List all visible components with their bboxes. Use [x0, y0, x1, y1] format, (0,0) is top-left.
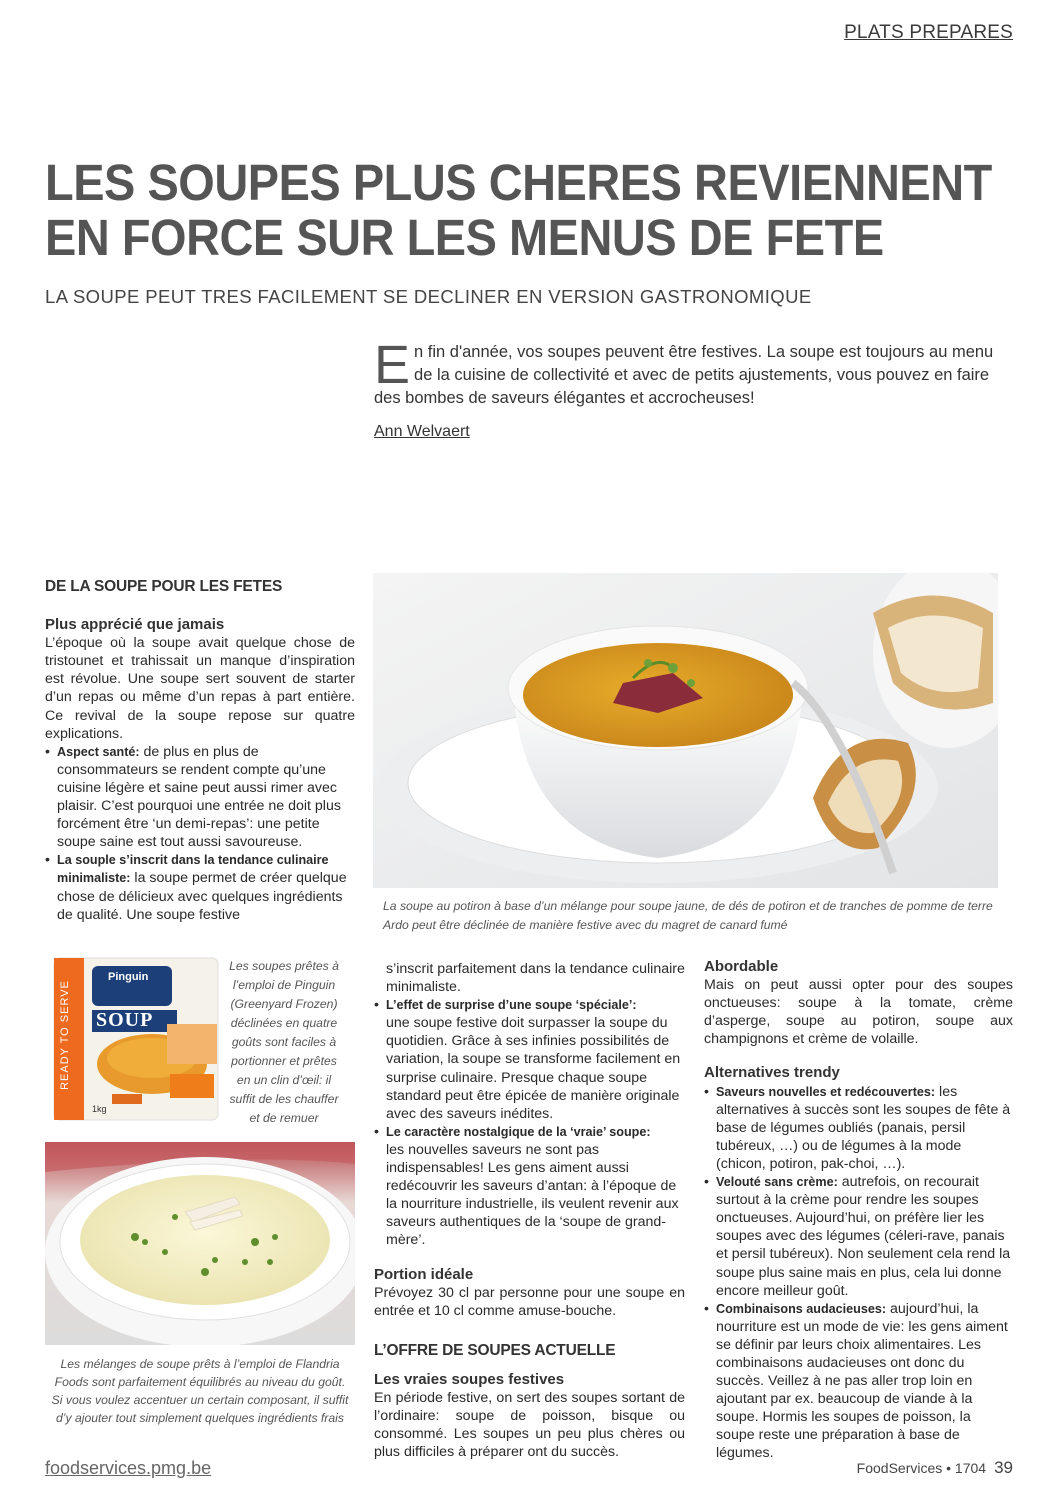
subheadline: LA SOUPE PEUT TRES FACILEMENT SE DECLINER EN VERSION GASTRONOMIQUE — [45, 286, 812, 307]
pumpkin-soup-illustration — [373, 573, 998, 888]
flandria-soup-photo — [45, 1142, 355, 1345]
continued-text: s’inscrit parfaitement dans la tendance culinaire minimaliste. — [386, 961, 685, 996]
main-photo-caption: La soupe au potiron à base d’un mélange pour soupe jaune, de dés de potiron et de tranches de pomme de terre Ardo peut être déclinée de manière festive avec du magret de canard fumé — [383, 899, 993, 932]
bullet-text: de plus en plus de consommateurs se rendent compte qu’une cuisine légère et saine peut aussi rimer avec plaisir. C’est pourquoi une entrée ne doit plus forcément être ‘un demi-repas’: une petite soupe saine est tout aussi savoureuse. — [57, 743, 341, 851]
pack-weight: 1kg — [92, 1104, 107, 1114]
headline-line-2: EN FORCE SUR LES MENUS DE FETE — [45, 209, 884, 266]
bullet-aspect-sante — [45, 743, 355, 852]
section-tag: PLATS PREPARES — [844, 22, 1013, 43]
footer-website-link[interactable]: foodservices.pmg.be — [45, 1458, 212, 1478]
heading-abordable: Abordable — [704, 958, 779, 975]
paragraph-vraies-soupes: En période festive, on sert des soupes sortant de l’ordinaire: soupe de poisson, bisque ou consommé. Les soupes un peu plus chères ou plus difficiles à préparer ont du succès. — [374, 1389, 685, 1461]
bullet-label: Combinaisons audacieuses: — [716, 1301, 887, 1316]
bullet-text: autrefois, on recourait surtout à la crème pour rendre les soupes onctueuses. Aujourd’hui, on préfère lier les soupes avec des légumes (céleri-rave, panais et persil tubéreux). Non seulement cela rend la soupe plus saine mais en plus, cela lui donne encore meilleur goût. — [716, 1174, 1011, 1299]
paragraph-abordable: Mais on peut aussi opter pour des soupes onctueuses: soupe à la tomate, crème d’asperge, soupe au potiron, soupe aux champignons et crème de volaille. — [704, 977, 1013, 1048]
bullet-effet-surprise — [374, 996, 685, 1123]
magazine-issue: FoodServices • 1704 — [856, 1460, 987, 1476]
drop-cap: E — [374, 335, 411, 395]
bullet-text: la soupe permet de créer quelque chose de délicieux avec quelques ingrédients de qualité. Une soupe festive — [57, 870, 347, 923]
heading-apprecie: Plus apprécié que jamais — [45, 616, 225, 634]
pack-caption: Les soupes prêtes à l’emploi de Pinguin (Greenyard Frozen) déclinées en quatre goûts sont faciles à portionner et prêtes en un clin d’œil: il suffit de les chauffer et de remuer — [229, 959, 339, 1125]
bullet-label: Aspect santé: — [57, 744, 140, 759]
bullet-label: Velouté sans crème: — [716, 1175, 838, 1190]
bullet-label: • L’effet de surprise d’une soupe ‘spéciale’: — [386, 998, 637, 1013]
heading-portion: Portion idéale — [374, 1265, 474, 1283]
bullet-saveurs-nouvelles — [704, 1083, 1013, 1173]
pinguin-soup-pack — [52, 954, 220, 1122]
bullet-label: Saveurs nouvelles et redécouvertes: — [716, 1084, 936, 1099]
white-soup-illustration — [45, 1142, 355, 1345]
bullet-combinaisons — [704, 1300, 1013, 1463]
page-number: 39 — [994, 1458, 1013, 1477]
author-byline: Ann Welvaert — [374, 423, 470, 440]
headline — [45, 154, 992, 266]
main-soup-photo — [373, 573, 998, 888]
column-3 — [704, 958, 1013, 1463]
section-title-offre: L’OFFRE DE SOUPES ACTUELLE — [374, 1341, 616, 1359]
intro-paragraph — [374, 335, 999, 410]
bullet-label: • Le caractère nostalgique de la ‘vraie’ soupe: — [386, 1124, 651, 1139]
column-1-top — [45, 578, 355, 924]
bullet-text: aujourd’hui, la nourriture est un mode de vie: les gens aiment se définir par leurs choix alimentaires. Les combinaisons audacieuses ont donc du succès. Veillez à ne pas aller trop loin en ajoutant par ex. beaucoup de viande à la soupe. Hormis les soupes de poisson, la soupe reste une préparation à base de légumes. — [716, 1300, 1008, 1462]
bullet-text: une soupe festive doit surpasser la soupe du quotidien. Grâce à ses infinies possibilités de variation, la soupe se transforme facilement en surprise culinaire. Presque chaque soupe standard peut être épicée de manière originale avec des saveurs inédites. — [386, 1015, 681, 1122]
bullet-label: La souple s’inscrit dans la tendance culinaire minimaliste: — [57, 853, 329, 886]
bullet-text: les nouvelles saveurs ne sont pas indispensables! Les gens aiment aussi redécouvrir les saveurs d’antan: à l’époque de la nourriture industrielle, ils veulent revenir aux saveurs authentiques de la ‘soupe de grand-mère’. — [386, 1141, 679, 1249]
headline-line-1: LES SOUPES PLUS CHERES REVIENNENT — [45, 154, 992, 211]
column-2 — [374, 960, 685, 1461]
bullet-text: les alternatives à succès sont les soupes de fête à base de légumes oubliés (panais, persil tubéreux, …) ou de légumes à la mode (chicon, potiron, pak-choi, …). — [716, 1083, 1011, 1172]
footer-magazine-info — [857, 1458, 1013, 1478]
pack-side-text: READY TO SERVE — [59, 980, 71, 1090]
flandria-caption: Les mélanges de soupe prêts à l’emploi de Flandria Foods sont parfaitement équilibrés au niveau du goût. Si vous voulez accentuer un certain composant, il suffit d’y ajouter tout simplement quelques ingrédients frais — [51, 1357, 349, 1425]
section-title-fetes: DE LA SOUPE POUR LES FETES — [45, 578, 283, 595]
pack-product: SOUP — [96, 1009, 154, 1031]
bullet-tendance-minimaliste — [45, 851, 355, 923]
bullet-veloute — [704, 1173, 1013, 1300]
bullet-nostalgique — [374, 1123, 685, 1250]
heading-alternatives: Alternatives trendy — [704, 1064, 840, 1082]
paragraph-epoque: L’époque où la soupe avait quelque chose de tristounet et trahissait un manque d’inspiration est révolue. Une soupe sert souvent de starter d’un repas ou même d’un repas à part entière. Ce revival de la soupe repose sur quatre explications. — [45, 635, 355, 742]
intro-text: n fin d'année, vos soupes peuvent être festives. La soupe est toujours au menu de la cuisine de collectivité et avec de petits ajustements, vous pouvez en faire des bombes de saveurs élégantes et accrocheuses! — [374, 343, 994, 407]
paragraph-portion: Prévoyez 30 cl par personne pour une soupe en entrée et 10 cl comme amuse-bouche. — [374, 1284, 685, 1319]
pack-brand: Pinguin — [108, 971, 149, 983]
heading-vraies-soupes: Les vraies soupes festives — [374, 1370, 565, 1388]
